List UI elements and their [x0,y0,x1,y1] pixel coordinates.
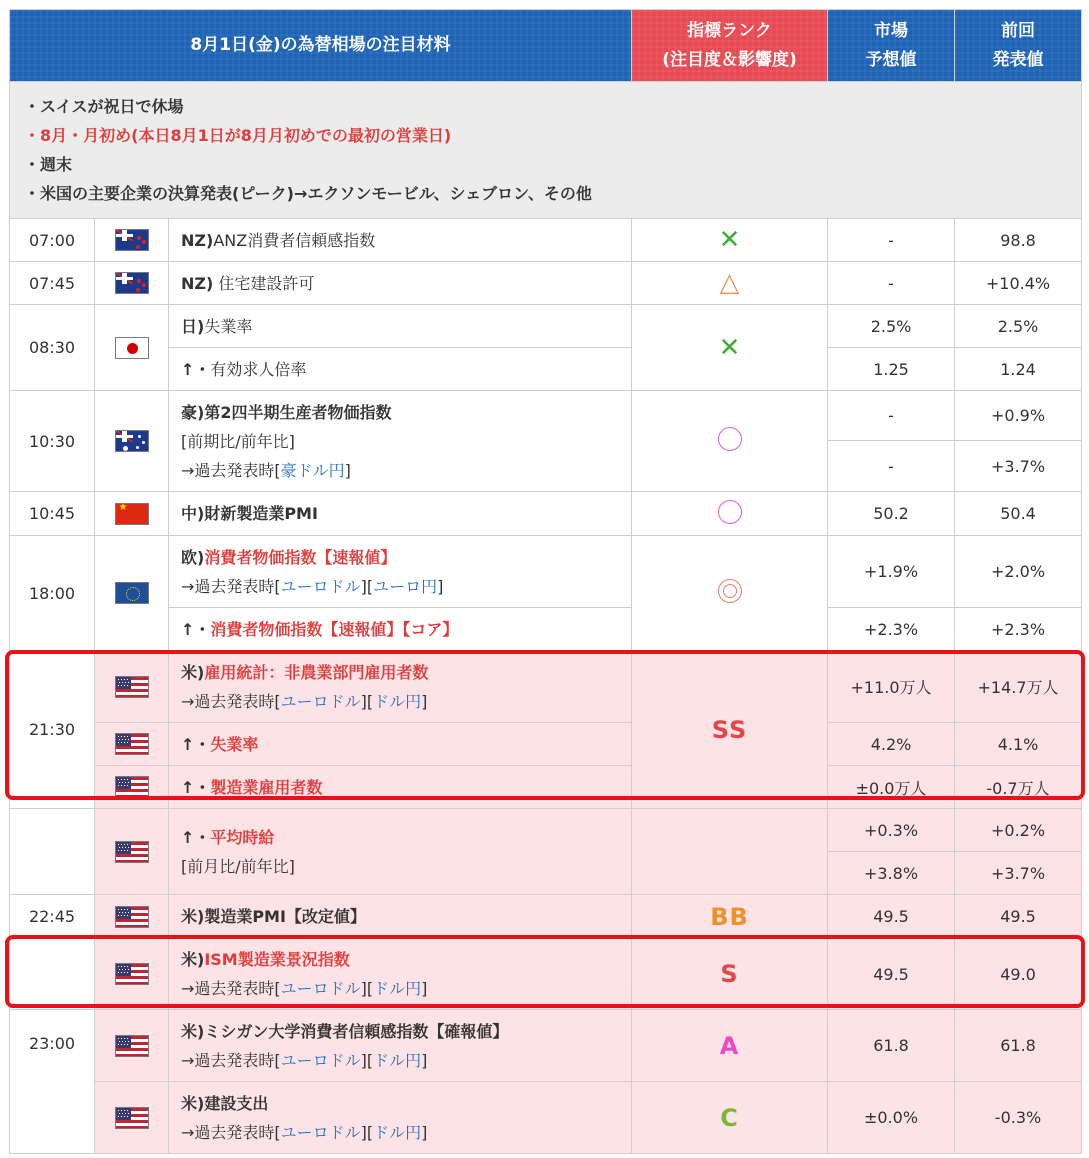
forecast-cell: +11.0万人 [828,651,955,723]
table-row [10,939,1082,1010]
previous-cell: +2.3% [955,608,1082,651]
eurusd-link[interactable]: ユーロドル [280,1050,361,1070]
previous-cell: -0.7万人 [955,766,1082,809]
us-flag-icon [115,963,149,985]
previous-cell: +3.7% [955,852,1082,895]
previous-cell: 49.0 [955,939,1082,1010]
table-row [10,895,1082,939]
time-cell: 22:45 [10,895,95,939]
notes-row [10,82,1082,219]
rank-cell [632,1082,828,1154]
table-row [10,492,1082,536]
flag-cell [95,492,169,536]
forecast-cell: 50.2 [828,492,955,536]
indicator-cell: 米)建設支出 →過去発表時[ユーロドル][ドル円] [169,1082,632,1154]
china-flag-icon [115,503,149,525]
flag-cell [95,536,169,651]
us-flag-icon [115,1107,149,1129]
forecast-cell: +1.9% [828,536,955,608]
note-item: ・8月・月初め(本日8月1日が8月月初めでの最初の営業日) [24,126,452,145]
time-cell: 23:00 [10,1010,95,1154]
japan-flag-icon [115,337,149,359]
rank-grade: BB [710,902,749,931]
flag-cell [95,651,169,723]
indicator-cell: ↑・平均時給 [前月比/前年比] [169,809,632,895]
previous-cell: +3.7% [955,441,1082,492]
flag-cell [95,895,169,939]
indicator-cell: 豪)第2四半期生産者物価指数 [前期比/前年比] →過去発表時[豪ドル円] [169,391,632,492]
previous-cell: 1.24 [955,348,1082,391]
header-title: 8月1日(金)の為替相場の注目材料 [10,10,632,82]
indicator-cell: NZ) 住宅建設許可 [169,262,632,305]
table-row [10,809,1082,852]
australia-flag-icon [115,430,149,452]
previous-cell: 4.1% [955,723,1082,766]
forecast-cell: +0.3% [828,809,955,852]
forecast-cell: 4.2% [828,723,955,766]
eurusd-link[interactable]: ユーロドル [280,979,361,998]
previous-cell: 2.5% [955,305,1082,348]
header-row [10,10,1082,82]
flag-cell [95,766,169,809]
flag-cell [95,219,169,262]
rank-cell [632,651,828,809]
circle-icon [718,500,742,524]
us-flag-icon [115,733,149,755]
us-flag-icon [115,906,149,928]
table-row [10,651,1082,723]
previous-cell: 49.5 [955,895,1082,939]
rank-cell [632,895,828,939]
indicator-cell: 日)失業率 [169,305,632,348]
rank-grade: C [720,1103,739,1132]
previous-cell: +0.9% [955,391,1082,441]
previous-cell: +10.4% [955,262,1082,305]
time-cell [10,939,95,1010]
us-flag-icon [115,841,149,863]
previous-cell: +0.2% [955,809,1082,852]
table-row [10,608,1082,651]
forecast-cell: 2.5% [828,305,955,348]
indicator-cell: ↑・有効求人倍率 [169,348,632,391]
table-row [10,536,1082,608]
indicator-cell: ↑・製造業雇用者数 [169,766,632,809]
nz-flag-icon [115,272,149,294]
table-row [10,1082,1082,1154]
circle-icon [718,427,742,451]
rank-cell [632,391,828,492]
usdjpy-link[interactable]: ドル円 [373,691,422,711]
usdjpy-link[interactable]: ドル円 [373,979,422,998]
audjpy-link[interactable]: 豪ドル円 [280,460,345,480]
cross-mark-icon: ✕ [718,332,741,363]
table-row [10,262,1082,305]
eurusd-link[interactable]: ユーロドル [280,1122,361,1142]
indicator-cell: ↑・失業率 [169,723,632,766]
notes-cell [10,82,1082,219]
previous-cell: 50.4 [955,492,1082,536]
header-previous: 前回 発表値 [955,10,1082,82]
header-forecast: 市場 予想値 [828,10,955,82]
table-row [10,305,1082,348]
us-flag-icon [115,676,149,698]
flag-cell [95,723,169,766]
time-cell: 10:45 [10,492,95,536]
previous-cell: +14.7万人 [955,651,1082,723]
rank-cell [632,305,828,391]
double-circle-icon [718,579,742,603]
forecast-cell: - [828,441,955,492]
rank-cell [632,262,828,305]
note-item: ・週末 [24,155,73,174]
forecast-cell: - [828,391,955,441]
flag-cell [95,809,169,895]
forecast-cell: +2.3% [828,608,955,651]
rank-cell [632,536,828,651]
forecast-cell: ±0.0% [828,1082,955,1154]
indicator-cell: 米)雇用統計：非農業部門雇用者数 →過去発表時[ユーロドル][ドル円] [169,651,632,723]
table-row [10,348,1082,391]
table-row [10,766,1082,809]
indicator-cell: 米)ISM製造業景況指数 →過去発表時[ユーロドル][ドル円] [169,939,632,1010]
forecast-cell: 49.5 [828,939,955,1010]
previous-cell: +2.0% [955,536,1082,608]
indicator-cell: 米)ミシガン大学消費者信頼感指数【確報値】 →過去発表時[ユーロドル][ドル円] [169,1010,632,1082]
rank-grade: A [719,1031,740,1060]
rank-cell [632,219,828,262]
rank-cell [632,492,828,536]
indicator-cell: 米)製造業PMI【改定値】 [169,895,632,939]
time-cell: 10:30 [10,391,95,492]
eu-flag-icon [115,582,149,604]
rank-grade: S [720,960,739,988]
header-rank: 指標ランク (注目度＆影響度) [632,10,828,82]
rank-cell [632,939,828,1010]
time-cell: 07:45 [10,262,95,305]
forecast-cell: 49.5 [828,895,955,939]
flag-cell [95,391,169,492]
us-flag-icon [115,1035,149,1057]
flag-cell [95,1010,169,1082]
time-cell: 08:30 [10,305,95,391]
eurjpy-link[interactable]: ユーロ円 [373,576,438,596]
indicator-cell: 欧)消費者物価指数【速報値】 →過去発表時[ユーロドル][ユーロ円] [169,536,632,608]
cross-mark-icon: ✕ [718,225,741,255]
note-item: ・米国の主要企業の決算発表(ピーク)→エクソンモービル、シェブロン、その他 [24,184,592,203]
eurusd-link[interactable]: ユーロドル [280,691,361,711]
eurusd-link[interactable]: ユーロドル [280,576,361,596]
indicator-cell: 中)財新製造業PMI [169,492,632,536]
usdjpy-link[interactable]: ドル円 [373,1122,422,1142]
economic-calendar-table [9,9,1082,1154]
rank-cell [632,809,828,895]
time-cell: 07:00 [10,219,95,262]
time-cell: 21:30 [10,651,95,809]
time-cell: 18:00 [10,536,95,651]
forecast-cell: - [828,262,955,305]
forecast-cell: 1.25 [828,348,955,391]
indicator-cell: NZ)ANZ消費者信頼感指数 [169,219,632,262]
table-row [10,723,1082,766]
triangle-icon: △ [719,268,740,298]
indicator-cell: ↑・消費者物価指数【速報値】【コア】 [169,608,632,651]
previous-cell: 98.8 [955,219,1082,262]
forecast-cell: - [828,219,955,262]
previous-cell: 61.8 [955,1010,1082,1082]
rank-grade: SS [711,715,748,744]
table-row [10,391,1082,441]
flag-cell [95,1082,169,1154]
flag-cell [95,262,169,305]
table-row [10,219,1082,262]
usdjpy-link[interactable]: ドル円 [373,1050,422,1070]
note-item: ・スイスが祝日で休場 [24,97,184,116]
flag-cell [95,305,169,391]
us-flag-icon [115,776,149,798]
flag-cell [95,939,169,1010]
time-cell [10,809,95,895]
nz-flag-icon [115,229,149,251]
rank-cell [632,1010,828,1082]
forecast-cell: ±0.0万人 [828,766,955,809]
forecast-cell: +3.8% [828,852,955,895]
previous-cell: -0.3% [955,1082,1082,1154]
forecast-cell: 61.8 [828,1010,955,1082]
table-row [10,1010,1082,1082]
